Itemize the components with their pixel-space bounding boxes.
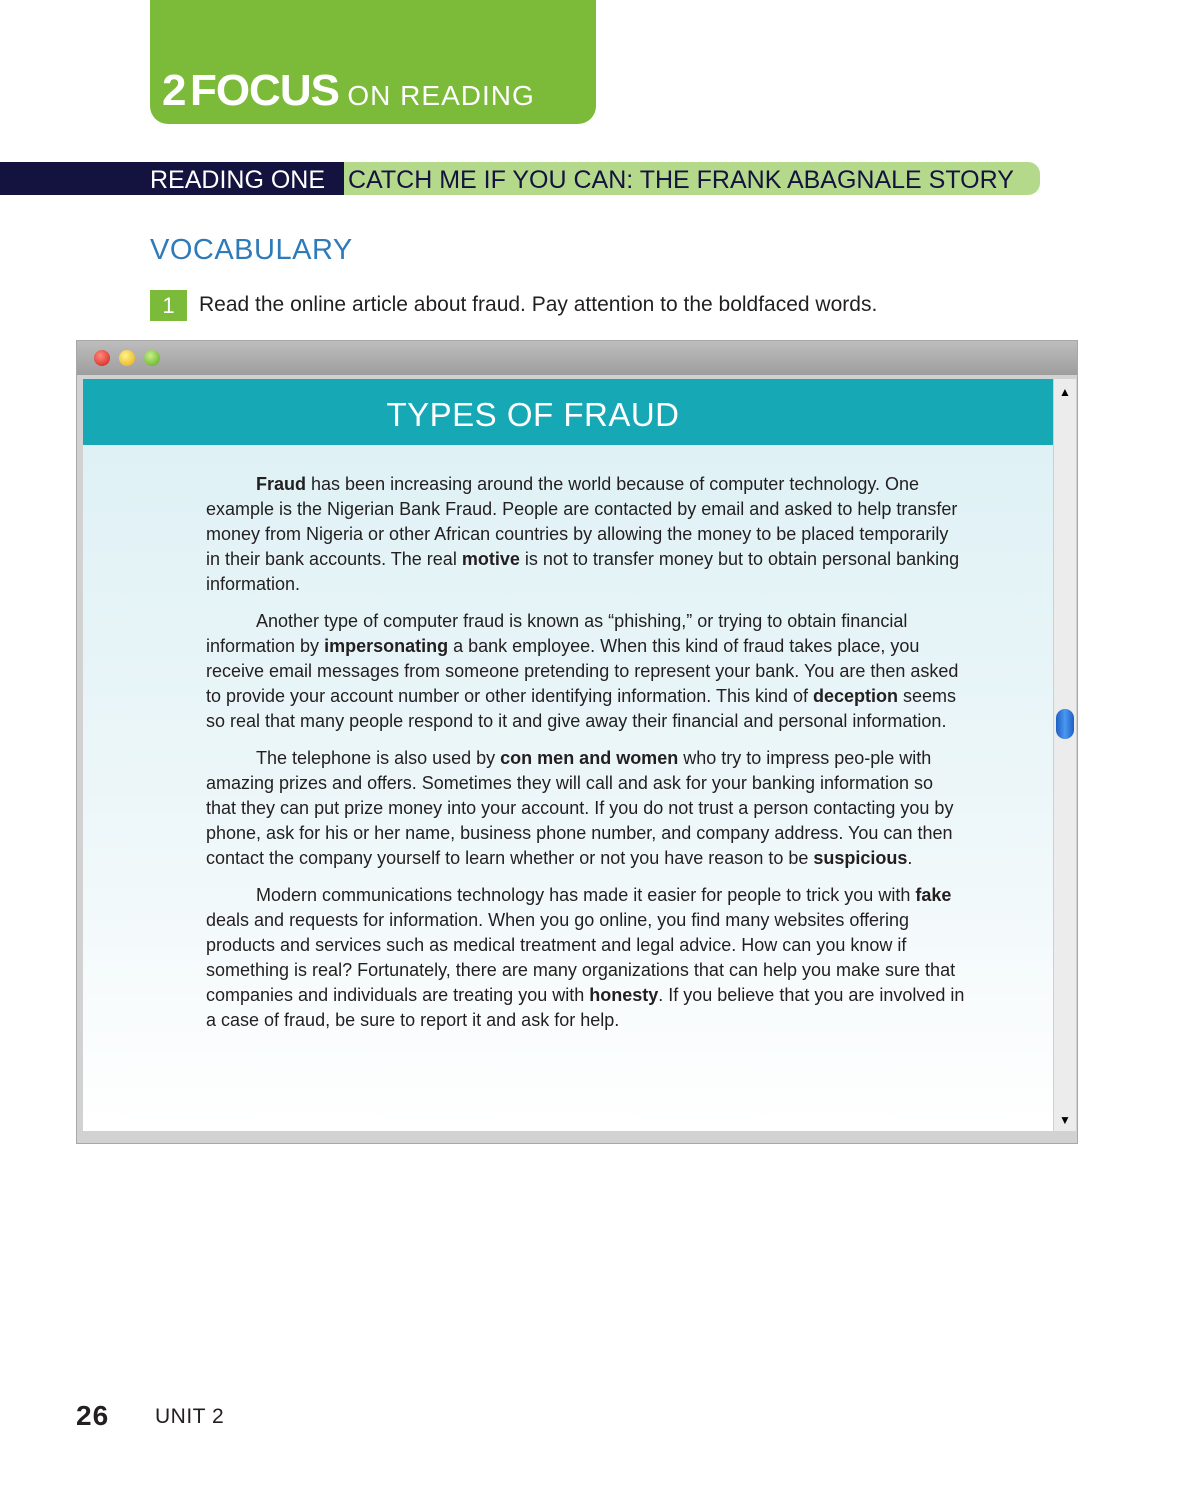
vocabulary-word: honesty [589, 985, 659, 1005]
scrollbar[interactable] [1053, 379, 1076, 1131]
vocabulary-word: motive [461, 549, 520, 569]
section-subtitle: ON READING [347, 80, 535, 111]
section-number: 2 [162, 66, 186, 115]
close-icon[interactable] [94, 350, 110, 366]
minimize-icon[interactable] [119, 350, 135, 366]
article-paragraph [206, 609, 966, 734]
paragraph-text: . If you believe that you are involved in a case of fraud, be sure to report it and ask for help. [206, 985, 965, 1030]
article-paragraph [206, 883, 966, 1033]
section-title [162, 66, 535, 116]
paragraph-text: . [907, 848, 913, 868]
scrollbar-thumb[interactable] [1056, 709, 1074, 739]
vocabulary-word: deception [813, 686, 899, 706]
paragraph-text: deals and requests for information. When you go online, you find many websites offering products and services such as medical treatment and legal advice. How can you know if something is real? Fortunately, there are many organizations that can help you make sure that companies and individuals are treating you with [206, 910, 956, 1005]
paragraph-text: who try to impress peo-ple with amazing prizes and offers. Sometimes they will call and ask for your banking information so that they can put prize money into your account. If you do not trust a person contacting you by phone, ask for his or her name, business phone number, and company address. You can then contact the company yourself to learn whether or not you have reason to be [206, 748, 954, 868]
article-title: TYPES OF FRAUD [386, 396, 680, 433]
paragraph-text: is not to transfer money but to obtain personal banking information. [206, 549, 960, 594]
vocabulary-word: fake [915, 885, 952, 905]
article-body [206, 472, 966, 1045]
reading-label-bar [0, 162, 344, 195]
vocabulary-word: suspicious [813, 848, 908, 868]
paragraph-text: has been increasing around the world because of computer technology. One example is the Nigerian Bank Fraud. People are contacted by email and asked to help transfer money from Nigeria or other African countries by allowing the money to be placed temporarily in their bank accounts. The real [206, 474, 958, 569]
vocabulary-heading: VOCABULARY [150, 234, 353, 266]
article-paragraph [206, 746, 966, 871]
vocabulary-word: impersonating [324, 636, 449, 656]
step-number-badge: 1 [150, 290, 187, 321]
paragraph-text: Modern communications technology has made it easier for people to trick you with [256, 885, 916, 905]
browser-window [76, 340, 1078, 1144]
vocabulary-word: con men and women [500, 748, 679, 768]
paragraph-text: seems so real that many people respond to it and give away their financial and personal information. [206, 686, 957, 731]
zoom-icon[interactable] [144, 350, 160, 366]
page-number: 26 [76, 1400, 110, 1431]
unit-label: UNIT 2 [155, 1405, 225, 1428]
scroll-up-arrow-icon[interactable]: ▲ [1059, 385, 1071, 399]
step-instruction: Read the online article about fraud. Pay attention to the boldfaced words. [199, 293, 878, 316]
reading-title: CATCH ME IF YOU CAN: THE FRANK ABAGNALE STORY [348, 166, 1014, 194]
scroll-down-arrow-icon[interactable]: ▼ [1059, 1113, 1071, 1127]
paragraph-text: a bank employee. When this kind of fraud takes place, you receive email messages from someone pretending to represent your bank. You are then asked to provide your account number or other identifying information. This kind of [206, 636, 959, 706]
paragraph-text: The telephone is also used by [256, 748, 501, 768]
reading-title-bar [344, 162, 1040, 195]
article-paragraph [206, 472, 966, 597]
window-titlebar [77, 341, 1077, 375]
reading-label: READING ONE [150, 166, 326, 194]
section-focus-word: FOCUS [189, 66, 339, 115]
vocabulary-word: Fraud [256, 474, 307, 494]
section-header-tab [150, 0, 596, 124]
article-content [83, 379, 1053, 1131]
paragraph-text: Another type of computer fraud is known as “phishing,” or trying to obtain financial information by [206, 611, 908, 656]
article-header [83, 379, 1053, 445]
